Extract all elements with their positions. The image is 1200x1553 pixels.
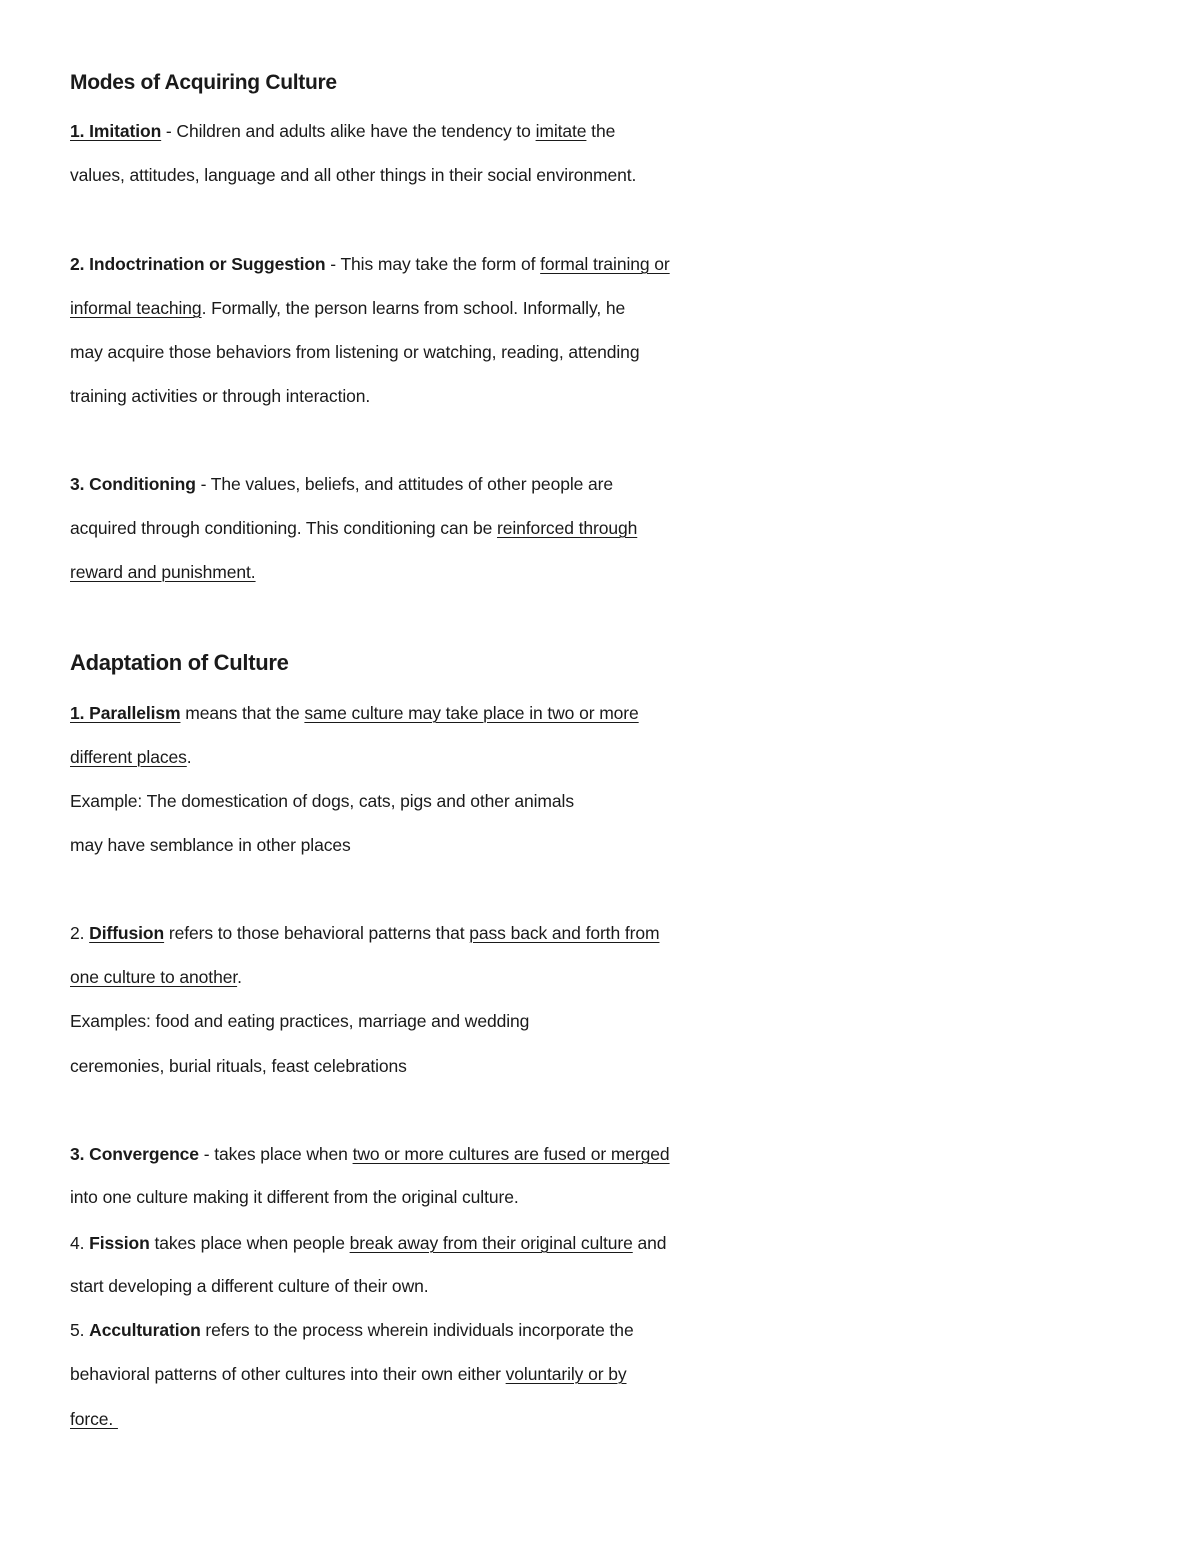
text: the	[586, 121, 616, 141]
imitation-line-2: values, attitudes, language and all other things in their social environment.	[70, 165, 637, 185]
text: .	[237, 967, 242, 987]
acculturation-line-2	[70, 1363, 627, 1385]
item-number: 4.	[70, 1233, 90, 1253]
term-fission: Fission	[89, 1233, 150, 1253]
fission-line-1	[70, 1232, 666, 1254]
term-parallelism: 1. Parallelism	[70, 703, 181, 723]
underlined-text: informal teaching	[70, 298, 202, 318]
diffusion-example-2: ceremonies, burial rituals, feast celebrations	[70, 1056, 407, 1076]
underlined-text: pass back and forth from	[469, 923, 660, 943]
diffusion-line-1	[70, 922, 659, 944]
parallelism-example-2: may have semblance in other places	[70, 835, 351, 855]
diffusion-line-2	[70, 966, 242, 988]
underlined-text: break away from their original culture	[349, 1233, 633, 1253]
text: takes place when people	[149, 1233, 350, 1253]
acculturation-line-1	[70, 1319, 634, 1341]
underlined-text: reward and punishment.	[70, 562, 256, 582]
term-acculturation: Acculturation	[89, 1320, 201, 1340]
term-conditioning: 3. Conditioning	[70, 474, 196, 494]
text: - Children and adults alike have the tendency to	[161, 121, 536, 141]
underlined-text: two or more cultures are fused or merged	[352, 1144, 670, 1164]
underlined-text: same culture may take place in two or more	[304, 703, 639, 723]
underlined-text: reinforced through	[497, 518, 638, 538]
parallelism-line-2	[70, 746, 192, 768]
underlined-text: one culture to another	[70, 967, 238, 987]
parallelism-line-1	[70, 702, 639, 724]
parallelism-example-1: Example: The domestication of dogs, cats, pigs and other animals	[70, 791, 574, 811]
term-convergence: 3. Convergence	[70, 1144, 199, 1164]
text: - The values, beliefs, and attitudes of other people are	[195, 474, 614, 494]
underlined-text: imitate	[535, 121, 587, 141]
diffusion-example-1: Examples: food and eating practices, marriage and wedding	[70, 1011, 530, 1031]
conditioning-line-3	[70, 561, 256, 583]
term-diffusion: Diffusion	[89, 923, 165, 943]
underlined-text: formal training or	[540, 254, 670, 274]
convergence-line-1	[70, 1143, 670, 1165]
text: acquired through conditioning. This conditioning can be	[70, 518, 498, 538]
acculturation-line-3	[70, 1408, 118, 1430]
text: behavioral patterns of other cultures into their own either	[70, 1364, 506, 1384]
text: - takes place when	[198, 1144, 353, 1164]
indoctrination-line-4: training activities or through interaction.	[70, 386, 371, 406]
text: .	[186, 747, 192, 767]
indoctrination-line-2	[70, 297, 625, 319]
text: - This may take the form of	[325, 254, 541, 274]
imitation-line-1	[70, 120, 615, 142]
section-title-adaptation: Adaptation of Culture	[70, 650, 289, 675]
indoctrination-line-3: may acquire those behaviors from listening or watching, reading, attending	[70, 342, 640, 362]
underlined-text: force.	[70, 1409, 118, 1429]
text: . Formally, the person learns from school. Informally, he	[201, 298, 626, 318]
underlined-text: different places	[70, 747, 187, 767]
conditioning-line-2	[70, 517, 637, 539]
indoctrination-line-1	[70, 253, 670, 275]
conditioning-line-1	[70, 473, 613, 495]
text: means that the	[180, 703, 305, 723]
convergence-line-2: into one culture making it different from the original culture.	[70, 1187, 519, 1207]
underlined-text: voluntarily or by	[505, 1364, 627, 1384]
term-indoctrination: 2. Indoctrination or Suggestion	[70, 254, 326, 274]
text: and	[632, 1233, 667, 1253]
item-number: 5.	[70, 1320, 90, 1340]
text: refers to the process wherein individuals incorporate the	[200, 1320, 634, 1340]
item-number: 2.	[70, 923, 90, 943]
fission-line-2: start developing a different culture of their own.	[70, 1276, 429, 1296]
text: refers to those behavioral patterns that	[164, 923, 470, 943]
term-imitation: 1. Imitation	[70, 121, 162, 141]
section-title-modes: Modes of Acquiring Culture	[70, 71, 337, 94]
